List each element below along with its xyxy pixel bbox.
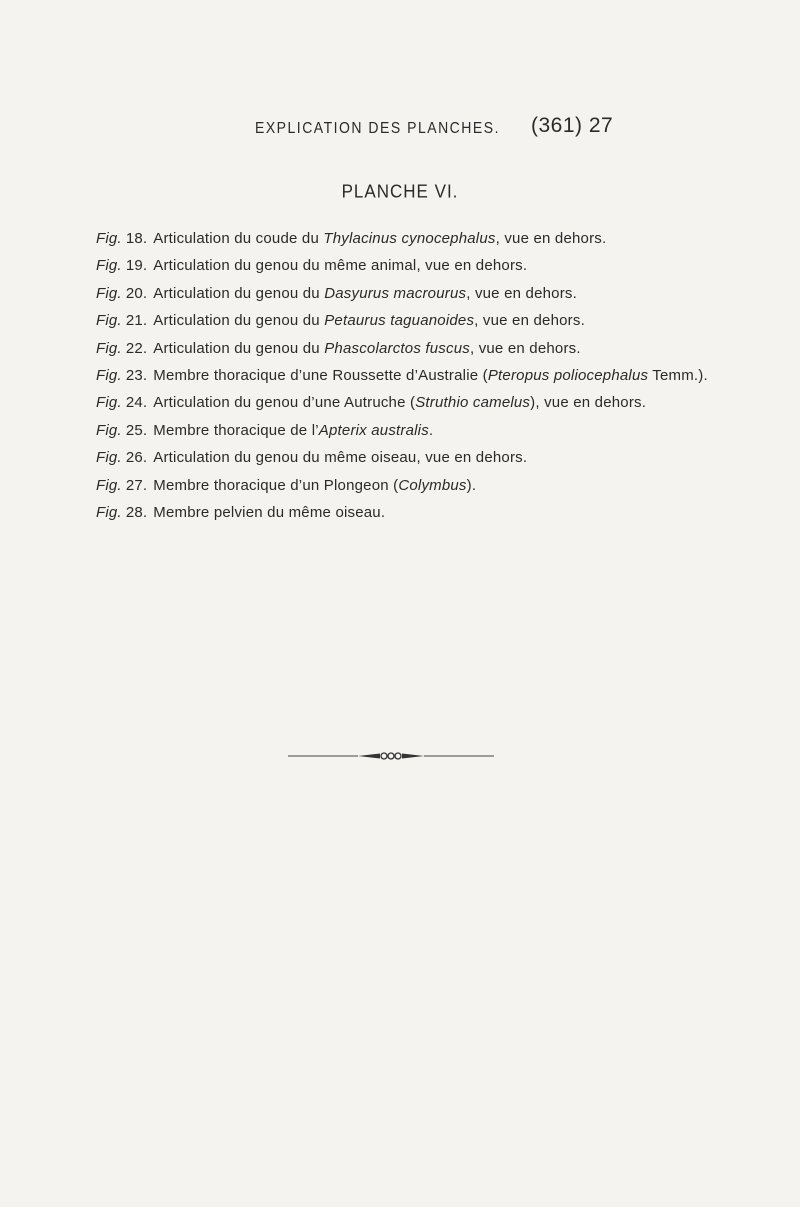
fig-caption-text: Articulation du genou d’une Autruche ( bbox=[153, 394, 416, 412]
fig-label: Fig. bbox=[96, 421, 122, 439]
fig-species-name: Dasyurus macrourus bbox=[324, 284, 467, 302]
fig-species-name: Phascolarctos fuscus bbox=[324, 339, 470, 357]
fig-number: 24. bbox=[125, 394, 148, 412]
figure-entry bbox=[96, 229, 786, 256]
ornament-dot bbox=[388, 753, 394, 759]
fig-caption-text: Articulation du genou du même oiseau, vue en dehors. bbox=[153, 449, 528, 467]
fig-caption-text: Articulation du coude du bbox=[153, 230, 324, 247]
fig-caption-text: Membre thoracique de l’ bbox=[153, 421, 319, 439]
ornament-taper-left bbox=[358, 754, 380, 759]
ornament-dot bbox=[381, 753, 387, 759]
figure-entry bbox=[96, 339, 786, 366]
fig-species-name: Pteropus poliocephalus bbox=[487, 366, 649, 384]
figure-list bbox=[96, 229, 786, 530]
fig-label: Fig. bbox=[96, 449, 122, 467]
figure-entry bbox=[96, 476, 786, 503]
fig-caption-text: Membre pelvien du même oiseau. bbox=[153, 503, 386, 521]
ornament-taper-right bbox=[402, 754, 424, 759]
fig-label: Fig. bbox=[96, 339, 122, 357]
ornament-divider bbox=[288, 750, 494, 762]
fig-caption-text: . bbox=[428, 421, 434, 439]
fig-label: Fig. bbox=[96, 366, 122, 384]
fig-species-name: Colymbus bbox=[398, 476, 467, 494]
figure-entry bbox=[96, 503, 786, 530]
fig-number: 18. bbox=[125, 230, 148, 247]
fig-species-name: Petaurus taguanoides bbox=[324, 312, 475, 330]
fig-caption-text: , vue en dehors. bbox=[469, 339, 581, 357]
fig-caption-text: , vue en dehors. bbox=[474, 312, 585, 330]
fig-caption-text: Temm.). bbox=[648, 366, 708, 384]
figure-entry bbox=[96, 421, 786, 448]
fig-caption-text: Membre thoracique d’une Roussette d’Australie ( bbox=[153, 366, 488, 384]
ornament-dot bbox=[395, 753, 401, 759]
fig-number: 26. bbox=[125, 449, 148, 467]
figure-entry bbox=[96, 393, 786, 420]
fig-label: Fig. bbox=[96, 257, 122, 275]
fig-number: 19. bbox=[125, 257, 148, 275]
running-title: EXPLICATION DES PLANCHES. bbox=[255, 118, 500, 137]
fig-caption-text: Articulation du genou du même animal, vue en dehors. bbox=[153, 257, 528, 275]
fig-label: Fig. bbox=[96, 284, 122, 302]
fig-label: Fig. bbox=[96, 476, 122, 494]
page-number: (361) 27 bbox=[531, 114, 614, 137]
figure-entry bbox=[96, 448, 786, 475]
fig-species-name: Struthio camelus bbox=[415, 394, 531, 412]
page-header bbox=[0, 114, 800, 148]
fig-caption-text: , vue en dehors. bbox=[495, 230, 607, 247]
figure-entry bbox=[96, 284, 786, 311]
fig-label: Fig. bbox=[96, 230, 122, 247]
figure-entry bbox=[96, 256, 786, 283]
fig-caption-text: , vue en dehors. bbox=[466, 284, 577, 302]
fig-species-name: Thylacinus cynocephalus bbox=[323, 230, 496, 247]
figure-entry bbox=[96, 311, 786, 338]
fig-number: 27. bbox=[125, 476, 148, 494]
fig-number: 21. bbox=[125, 312, 148, 330]
fig-number: 28. bbox=[125, 503, 148, 521]
plate-title: PLANCHE VI. bbox=[341, 181, 459, 202]
fig-caption-text: Articulation du genou du bbox=[153, 339, 325, 357]
fig-caption-text: Articulation du genou du bbox=[153, 284, 325, 302]
fig-species-name: Apterix australis bbox=[318, 421, 429, 439]
fig-label: Fig. bbox=[96, 312, 122, 330]
fig-label: Fig. bbox=[96, 394, 122, 412]
fig-number: 25. bbox=[125, 421, 148, 439]
fig-number: 22. bbox=[125, 339, 148, 357]
fig-label: Fig. bbox=[96, 503, 122, 521]
fig-caption-text: ), vue en dehors. bbox=[530, 394, 647, 412]
fig-number: 23. bbox=[125, 366, 148, 384]
fig-caption-text: Articulation du genou du bbox=[153, 312, 325, 330]
fig-caption-text: ). bbox=[466, 476, 477, 494]
figure-entry bbox=[96, 366, 786, 393]
fig-caption-text: Membre thoracique d’un Plongeon ( bbox=[153, 476, 399, 494]
fig-number: 20. bbox=[125, 284, 148, 302]
